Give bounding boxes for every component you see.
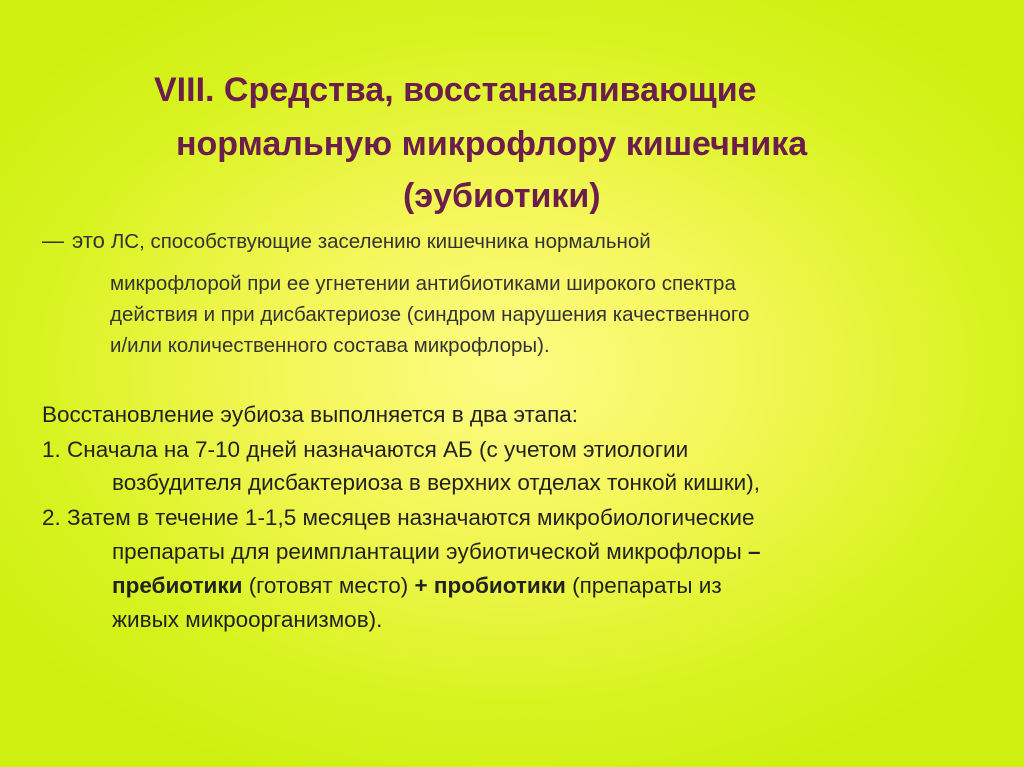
step-1-line-2: возбудителя дисбактериоза в верхних отделах тонкой кишки), xyxy=(112,470,760,495)
steps-intro: Восстановление эубиоза выполняется в два этапа: xyxy=(42,402,579,427)
step-2-line-4: живых микроорганизмов). xyxy=(112,607,383,632)
step-2-dash: – xyxy=(748,539,761,564)
title-line-1: VIII. Средства, восстанавливающие xyxy=(154,71,757,109)
step-2-line-1: 2. Затем в течение 1-1,5 месяцев назначаются микробиологические xyxy=(42,505,755,530)
title-line-2: нормальную микрофлору кишечника xyxy=(176,125,808,163)
step-2-line-2 xyxy=(112,539,761,565)
definition-lead: это xyxy=(72,228,105,253)
definition-line-1 xyxy=(42,228,651,254)
probiotics-term: пробиотики xyxy=(433,573,566,598)
probiotics-note: (препараты из xyxy=(572,573,722,598)
step-1-line-1: 1. Сначала на 7-10 дней назначаются АБ (с учетом этиологии xyxy=(42,437,689,462)
prebiotics-term: пребиотики xyxy=(112,573,243,598)
step-2-text-2: препараты для реимплантации эубиотической микрофлоры xyxy=(112,539,742,564)
definition-line-3: действия и при дисбактериозе (синдром нарушения качественного xyxy=(110,303,750,326)
plus-sign: + xyxy=(414,573,428,598)
definition-line-4: и/или количественного состава микрофлоры). xyxy=(110,334,550,357)
definition-line-2: микрофлорой при ее угнетении антибиотиками широкого спектра xyxy=(110,272,736,295)
prebiotics-note: (готовят место) xyxy=(248,573,409,598)
definition-text-1: ЛС, способствующие заселению кишечника нормальной xyxy=(110,230,651,253)
definition-dash: — xyxy=(42,228,64,253)
title-line-3: (эубиотики) xyxy=(403,177,601,215)
step-2-line-3 xyxy=(112,573,722,599)
